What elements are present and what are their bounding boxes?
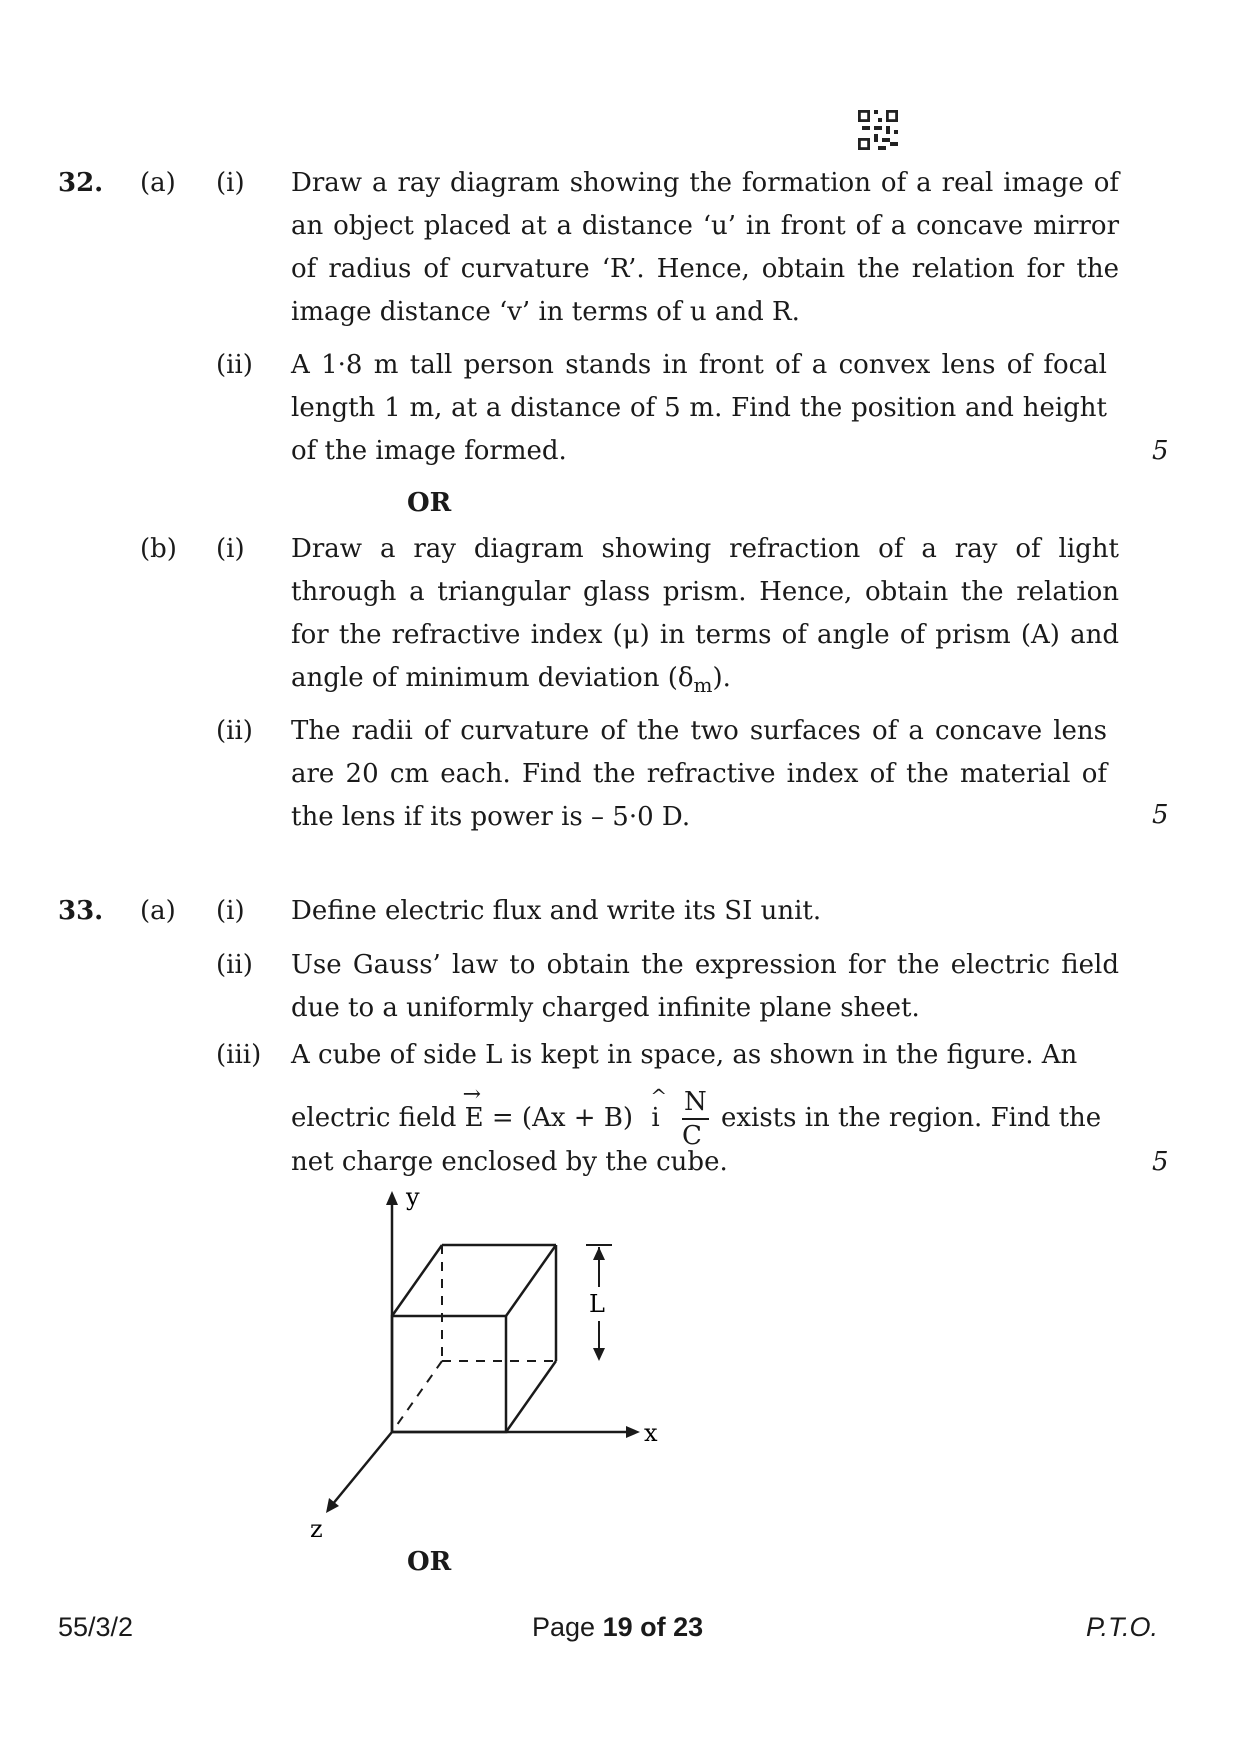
q32-part-b-label: (b) xyxy=(140,534,177,564)
q33-a-ii-label: (ii) xyxy=(216,950,253,980)
q33-a-i-label: (i) xyxy=(216,896,245,926)
q33-a-iii-line3: net charge enclosed by the cube. xyxy=(291,1147,728,1177)
q33-a-i-text: Define electric flux and write its SI unit. xyxy=(291,896,822,926)
page-number: Page 19 of 23 xyxy=(532,1612,704,1642)
q33-a-ii-text: Use Gauss’ law to obtain the expression for the electric field due to a uniformly charged infinite plane sheet. xyxy=(291,950,1119,1023)
cube-figure xyxy=(300,1185,680,1545)
dimension-label-l: L xyxy=(589,1290,605,1318)
q32-b-ii-text: The radii of curvature of the two surfaces of a concave lens are 20 cm each. Find the refractive index of the material of the lens if its power is – 5·0 D. xyxy=(291,716,1107,832)
q32-or: OR xyxy=(407,488,452,518)
x-axis-arrow-icon xyxy=(626,1426,640,1438)
q32-b-i-label: (i) xyxy=(216,534,245,564)
dimension-arrow-down-icon xyxy=(593,1348,605,1361)
y-axis-label: y xyxy=(406,1185,420,1211)
q32-part-a-label: (a) xyxy=(140,168,176,198)
z-axis xyxy=(332,1432,392,1505)
unit-vector-i: ^ i xyxy=(650,1084,668,1133)
q33-a-iii-line2: electric field → E = (Ax + B) ^ i $\frac{N}{C}$ exists in the region. Find the xyxy=(291,1082,1102,1151)
q32-a-i-label: (i) xyxy=(216,168,245,198)
cube-front-face xyxy=(392,1316,506,1432)
pto-text: P.T.O. xyxy=(1086,1612,1159,1642)
dimension-arrow-up-icon xyxy=(593,1247,605,1260)
cube-edge xyxy=(506,1361,556,1432)
y-axis-arrow-icon xyxy=(386,1191,398,1205)
q32-a-i-text: Draw a ray diagram showing the formation of a real image of an object placed at a distance ‘u’ in front of a concave mirror of radius of curvature ‘R’. Hence, obtain the relation for the image distance ‘v’ in terms of u and R. xyxy=(291,168,1119,327)
q33-part-a-label: (a) xyxy=(140,896,176,926)
cube-hidden-edge xyxy=(392,1361,442,1432)
q32-b-ii-label: (ii) xyxy=(216,716,253,746)
q32-a-marks: 5 xyxy=(1152,436,1169,466)
q33-a-iii-label: (iii) xyxy=(216,1040,262,1070)
q33-a-iii-line1: A cube of side L is kept in space, as shown in the figure. An xyxy=(291,1040,1078,1070)
question-number-32: 32. xyxy=(58,168,104,198)
q32-a-ii-label: (ii) xyxy=(216,350,253,380)
z-axis-label: z xyxy=(310,1515,323,1543)
q33-or: OR xyxy=(407,1547,452,1577)
cube-edge xyxy=(506,1245,556,1316)
q32-b-marks: 5 xyxy=(1152,800,1169,830)
x-axis-label: x xyxy=(644,1419,658,1447)
q32-a-ii-text: A 1·8 m tall person stands in front of a convex lens of focal length 1 m, at a distance of 5 m. Find the position and height of the image formed. xyxy=(291,350,1107,466)
question-number-33: 33. xyxy=(58,896,104,926)
cube-edge xyxy=(392,1245,442,1316)
vector-e: → E xyxy=(462,1082,484,1133)
q33-a-marks: 5 xyxy=(1152,1147,1169,1177)
qr-code xyxy=(858,110,898,150)
units-fraction: $\frac{N}{C}$ xyxy=(681,1087,707,1151)
paper-code: 55/3/2 xyxy=(58,1612,134,1642)
q32-b-i-text: Draw a ray diagram showing refraction of a ray of light through a triangular glass prism. Hence, obtain the relation for the refractive index (μ) in terms of angle of prism (A) and angle of minimum deviation $(\delta_m)$. xyxy=(291,534,1119,698)
